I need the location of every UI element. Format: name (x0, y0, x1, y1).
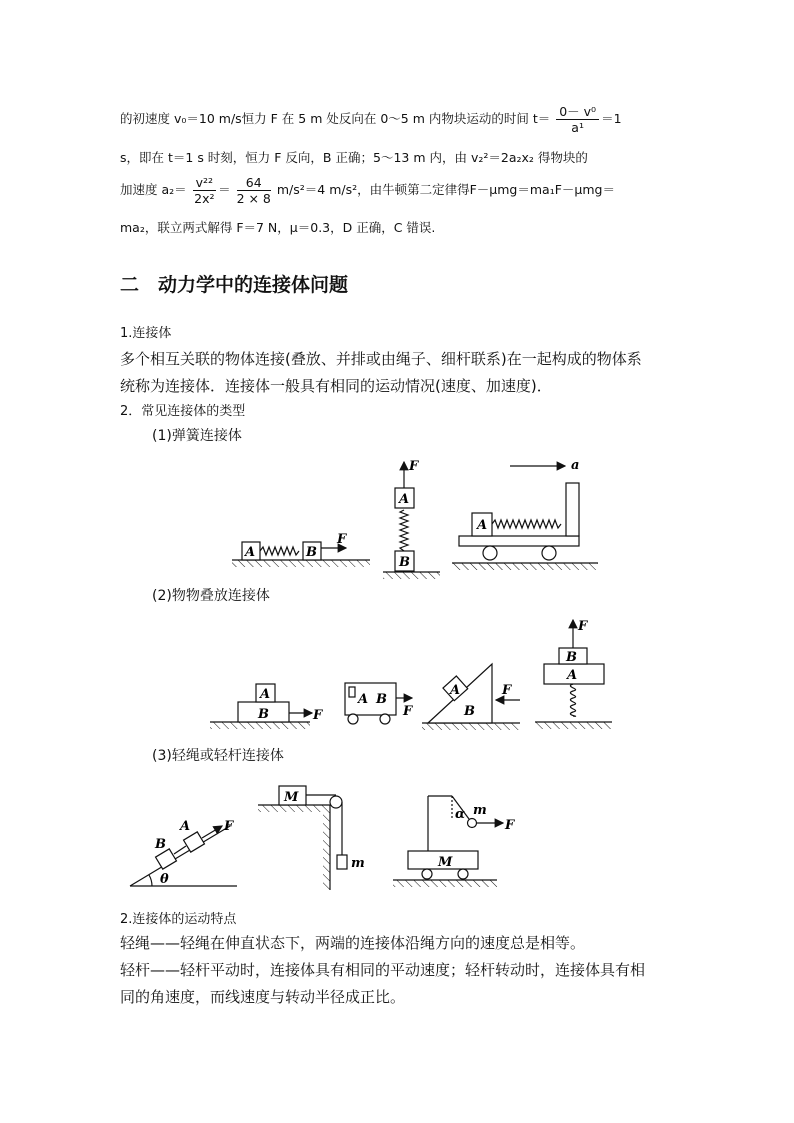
label-m-pulley: m (351, 856, 365, 871)
label-M-pulley: M (284, 790, 299, 805)
label-theta: θ (160, 872, 169, 887)
label-F-wedge: F (502, 683, 512, 698)
label-A-fig1: A (245, 545, 256, 560)
solution-line-4: ma₂，联立两式解得 F＝7 N，μ＝0.3，D 正确，C 错误. (120, 220, 436, 235)
label-B-stack1: B (258, 707, 269, 722)
figure-spring-cart (452, 466, 598, 570)
fraction-v2: $\frac{\text{v²²}}{\text{2x²}}$ (194, 175, 215, 206)
type-rope-rod: (3)轻绳或轻杆连接体 (152, 748, 284, 764)
label-A-cart: A (358, 692, 369, 707)
connector-definition-2: 统称为连接体．连接体一般具有相同的运动情况(速度、加速度)． (120, 377, 552, 395)
label-m-pendulum: m (473, 803, 487, 818)
label-F-pendulum: F (505, 818, 515, 833)
label-A-stack1: A (260, 687, 271, 702)
solution-line-3: 加速度 a₂＝ $\frac{\text{v²²}}{\text{2x²}}$ ＝ $\frac{64}{2 \times 8}$ m/s²＝4 m/s²，由牛顿第二定律得F－μmg＝ma₁F－μmg＝ (120, 175, 615, 206)
label-alpha: α (455, 807, 466, 822)
label-B-wedge: B (464, 704, 475, 719)
fraction-time: $\frac{\text{0－ v⁰}}{\text{a¹}}$ (556, 104, 599, 135)
fraction-64: $\frac{64}{2 \times 8}$ (236, 175, 271, 206)
connector-title: 1.连接体 (120, 326, 172, 341)
label-A-support: A (567, 668, 578, 683)
label-A-fig2: A (399, 492, 410, 507)
motion-features-title: 2.连接体的运动特点 (120, 912, 237, 927)
label-F-incline: F (224, 819, 234, 834)
figure-pulley-table (258, 786, 347, 890)
types-title: 2．常见连接体的类型 (120, 404, 246, 419)
label-B-fig1: B (306, 545, 317, 560)
motion-feature-rope: 轻绳——轻绳在伸直状态下，两端的连接体沿绳方向的速度总是相等。 (120, 934, 586, 952)
connector-definition-1: 多个相互关联的物体连接(叠放、并排或由绳子、细杆联系)在一起构成的物体系 (120, 350, 642, 368)
label-F-stack1: F (313, 708, 323, 723)
label-A-wedge: A (450, 683, 461, 698)
figure-spring-vertical (383, 462, 440, 579)
label-F-fig1: F (337, 532, 347, 547)
motion-feature-rod-1: 轻杆——轻杆平动时，连接体具有相同的平动速度；轻杆转动时，连接体具有相 (120, 961, 646, 979)
label-A-fig3: A (477, 518, 488, 533)
label-a-fig3: a (571, 458, 580, 473)
label-F-support: F (578, 619, 588, 634)
label-B-support: B (566, 650, 577, 665)
type-stacked: (2)物物叠放连接体 (152, 588, 270, 604)
solution-line-2: s，即在 t＝1 s 时刻，恒力 F 反向，B 正确；5～13 m 内，由 v₂²＝2a₂x₂ 得物块的 (120, 150, 588, 165)
label-A-incline: A (180, 819, 191, 834)
solution-line-1: 的初速度 v₀＝10 m/s恒力 F 在 5 m 处反向在 0～5 m 内物块运动的时间 t＝ $\frac{\text{0－ v⁰}}{\text{a¹}}$ ＝1 (120, 104, 622, 135)
label-M-cart: M (438, 855, 453, 870)
label-B-fig2: B (399, 555, 410, 570)
motion-feature-rod-2: 同的角速度，而线速度与转动半径成正比。 (120, 988, 406, 1006)
label-F-fig2: F (409, 459, 419, 474)
figure-incline-blocks (130, 826, 237, 886)
section-heading: 二 动力学中的连接体问题 (120, 274, 349, 296)
label-B-incline: B (155, 837, 166, 852)
label-B-cart: B (376, 692, 387, 707)
label-F-cart: F (403, 704, 413, 719)
type-spring: (1)弹簧连接体 (152, 428, 242, 444)
